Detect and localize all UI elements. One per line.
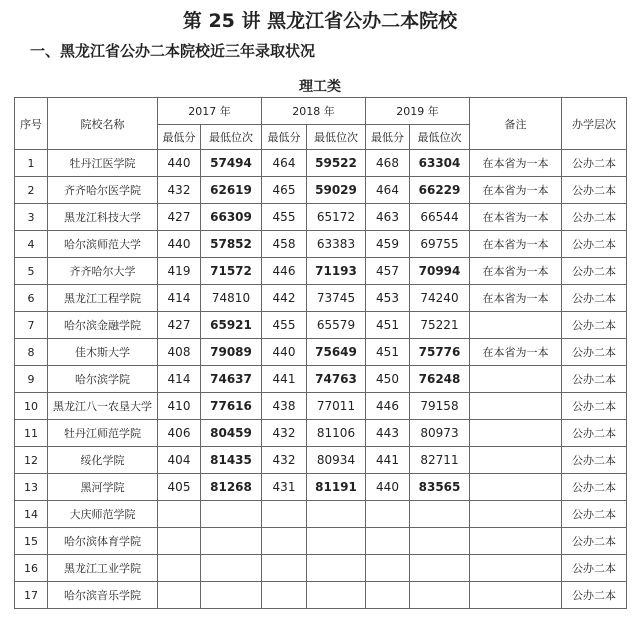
cell-min-rank-2018: 77011 [307,393,366,420]
cell-level: 公办二本 [562,285,627,312]
cell-min-score-2019 [366,528,410,555]
cell-min-rank-2019: 70994 [410,258,470,285]
cell-min-rank-2019 [410,555,470,582]
cell-level: 公办二本 [562,366,627,393]
table-row [15,204,627,231]
cell-seq: 16 [15,555,48,582]
cell-min-rank-2017: 57852 [201,231,262,258]
cell-seq: 4 [15,231,48,258]
cell-min-score-2019: 440 [366,474,410,501]
cell-school-name: 佳木斯大学 [48,339,158,366]
cell-min-score-2018: 465 [262,177,307,204]
table-row [15,528,627,555]
table-row [15,501,627,528]
cell-min-score-2017: 406 [158,420,201,447]
cell-min-rank-2017: 77616 [201,393,262,420]
table-row [15,474,627,501]
cell-min-score-2018: 432 [262,420,307,447]
cell-min-score-2017 [158,528,201,555]
cell-min-score-2019: 459 [366,231,410,258]
cell-min-rank-2018: 74763 [307,366,366,393]
cell-level: 公办二本 [562,501,627,528]
cell-level: 公办二本 [562,447,627,474]
cell-note [470,447,562,474]
cell-note [470,501,562,528]
cell-level: 公办二本 [562,150,627,177]
cell-min-score-2018 [262,501,307,528]
cell-seq: 14 [15,501,48,528]
header-2017: 2017 年 [158,98,262,125]
cell-level: 公办二本 [562,177,627,204]
cell-note: 在本省为一本 [470,231,562,258]
cell-min-score-2017: 405 [158,474,201,501]
table-row [15,258,627,285]
header-note: 备注 [470,98,562,150]
cell-min-rank-2018: 81191 [307,474,366,501]
cell-min-score-2017: 427 [158,312,201,339]
admission-table [14,97,627,609]
cell-min-rank-2017 [201,501,262,528]
cell-seq: 17 [15,582,48,609]
cell-school-name: 哈尔滨音乐学院 [48,582,158,609]
cell-note [470,555,562,582]
cell-min-score-2017 [158,582,201,609]
cell-min-rank-2019: 75221 [410,312,470,339]
cell-min-score-2019: 463 [366,204,410,231]
cell-min-rank-2017: 79089 [201,339,262,366]
table-row [15,312,627,339]
table-row [15,555,627,582]
cell-level: 公办二本 [562,339,627,366]
cell-min-score-2018: 458 [262,231,307,258]
cell-min-rank-2018 [307,582,366,609]
cell-note [470,582,562,609]
cell-min-rank-2018: 65172 [307,204,366,231]
cell-level: 公办二本 [562,258,627,285]
cell-min-rank-2017 [201,582,262,609]
cell-min-rank-2018: 59522 [307,150,366,177]
cell-note [470,474,562,501]
cell-seq: 15 [15,528,48,555]
cell-note: 在本省为一本 [470,177,562,204]
cell-min-score-2017: 427 [158,204,201,231]
cell-min-score-2018: 441 [262,366,307,393]
cell-min-rank-2017: 74637 [201,366,262,393]
header-level: 办学层次 [562,98,627,150]
section-heading: 一、黑龙江省公办二本院校近三年录取状况 [30,42,316,60]
cell-min-rank-2018: 65579 [307,312,366,339]
cell-seq: 1 [15,150,48,177]
cell-min-rank-2019 [410,528,470,555]
cell-note: 在本省为一本 [470,150,562,177]
header-2019: 2019 年 [366,98,470,125]
cell-min-score-2018: 432 [262,447,307,474]
cell-seq: 11 [15,420,48,447]
cell-seq: 13 [15,474,48,501]
cell-min-score-2019: 451 [366,339,410,366]
cell-min-score-2017: 410 [158,393,201,420]
table-row [15,285,627,312]
cell-min-rank-2019: 76248 [410,366,470,393]
lecture-title: 第 25 讲 黑龙江省公办二本院校 [182,10,458,32]
cell-min-rank-2018 [307,555,366,582]
cell-min-rank-2017: 74810 [201,285,262,312]
cell-note: 在本省为一本 [470,204,562,231]
category-label: 理工类 [299,79,341,95]
header-row-1 [15,98,627,125]
header-min-rank-2017: 最低位次 [201,125,262,150]
cell-min-score-2019: 451 [366,312,410,339]
cell-min-score-2017 [158,501,201,528]
cell-min-score-2018: 431 [262,474,307,501]
cell-school-name: 齐齐哈尔医学院 [48,177,158,204]
cell-min-score-2017: 419 [158,258,201,285]
cell-school-name: 哈尔滨体育学院 [48,528,158,555]
cell-min-rank-2019: 66544 [410,204,470,231]
cell-school-name: 哈尔滨师范大学 [48,231,158,258]
cell-min-rank-2017: 66309 [201,204,262,231]
cell-min-rank-2018 [307,501,366,528]
cell-min-rank-2018: 81106 [307,420,366,447]
cell-min-score-2017: 440 [158,150,201,177]
table-row [15,150,627,177]
cell-note [470,312,562,339]
cell-seq: 3 [15,204,48,231]
cell-min-score-2017: 408 [158,339,201,366]
cell-school-name: 牡丹江医学院 [48,150,158,177]
cell-min-score-2019: 453 [366,285,410,312]
table-row [15,231,627,258]
cell-min-score-2017: 414 [158,366,201,393]
cell-note [470,393,562,420]
cell-min-score-2018: 455 [262,204,307,231]
cell-level: 公办二本 [562,393,627,420]
cell-min-rank-2017: 81435 [201,447,262,474]
cell-min-rank-2018: 75649 [307,339,366,366]
cell-min-rank-2017: 81268 [201,474,262,501]
cell-min-rank-2018: 63383 [307,231,366,258]
table-row [15,447,627,474]
cell-seq: 6 [15,285,48,312]
cell-school-name: 黑龙江工程学院 [48,285,158,312]
header-min-score-2018: 最低分 [262,125,307,150]
cell-min-rank-2019: 74240 [410,285,470,312]
cell-min-rank-2019: 75776 [410,339,470,366]
cell-min-rank-2018: 71193 [307,258,366,285]
cell-school-name: 黑龙江八一农垦大学 [48,393,158,420]
cell-school-name: 牡丹江师范学院 [48,420,158,447]
cell-min-rank-2017 [201,555,262,582]
cell-note [470,420,562,447]
cell-min-score-2017: 414 [158,285,201,312]
table-row [15,339,627,366]
cell-note [470,366,562,393]
cell-min-rank-2018: 59029 [307,177,366,204]
cell-level: 公办二本 [562,312,627,339]
header-seq: 序号 [15,98,48,150]
cell-note [470,528,562,555]
cell-min-rank-2019: 83565 [410,474,470,501]
cell-min-score-2019: 457 [366,258,410,285]
cell-level: 公办二本 [562,420,627,447]
cell-school-name: 大庆师范学院 [48,501,158,528]
cell-note: 在本省为一本 [470,258,562,285]
header-2018: 2018 年 [262,98,366,125]
cell-min-rank-2018 [307,528,366,555]
cell-seq: 12 [15,447,48,474]
cell-min-score-2019: 446 [366,393,410,420]
cell-min-rank-2019: 69755 [410,231,470,258]
cell-school-name: 绥化学院 [48,447,158,474]
cell-min-score-2019 [366,501,410,528]
table-row [15,177,627,204]
cell-min-rank-2017: 62619 [201,177,262,204]
cell-level: 公办二本 [562,231,627,258]
table-row [15,582,627,609]
cell-min-rank-2019: 66229 [410,177,470,204]
cell-note: 在本省为一本 [470,339,562,366]
cell-min-score-2019: 464 [366,177,410,204]
cell-level: 公办二本 [562,582,627,609]
cell-min-score-2019: 468 [366,150,410,177]
cell-school-name: 哈尔滨学院 [48,366,158,393]
cell-seq: 10 [15,393,48,420]
cell-min-score-2018: 455 [262,312,307,339]
cell-school-name: 哈尔滨金融学院 [48,312,158,339]
cell-min-score-2019: 450 [366,366,410,393]
cell-min-score-2018: 440 [262,339,307,366]
header-min-score-2019: 最低分 [366,125,410,150]
cell-note: 在本省为一本 [470,285,562,312]
cell-min-score-2018 [262,555,307,582]
cell-min-rank-2019 [410,582,470,609]
cell-min-rank-2017 [201,528,262,555]
cell-min-rank-2019: 79158 [410,393,470,420]
header-min-rank-2019: 最低位次 [410,125,470,150]
cell-min-score-2019 [366,555,410,582]
cell-seq: 5 [15,258,48,285]
cell-min-score-2018 [262,528,307,555]
cell-seq: 2 [15,177,48,204]
cell-seq: 7 [15,312,48,339]
cell-min-rank-2017: 71572 [201,258,262,285]
header-min-score-2017: 最低分 [158,125,201,150]
table-row [15,366,627,393]
cell-min-score-2019: 443 [366,420,410,447]
cell-min-score-2019 [366,582,410,609]
table-row [15,393,627,420]
cell-level: 公办二本 [562,204,627,231]
cell-min-rank-2018: 80934 [307,447,366,474]
cell-seq: 9 [15,366,48,393]
cell-school-name: 黑龙江工业学院 [48,555,158,582]
cell-school-name: 黑河学院 [48,474,158,501]
cell-seq: 8 [15,339,48,366]
cell-min-rank-2019 [410,501,470,528]
header-school: 院校名称 [48,98,158,150]
cell-level: 公办二本 [562,474,627,501]
cell-min-score-2017 [158,555,201,582]
cell-min-score-2017: 432 [158,177,201,204]
cell-min-rank-2017: 65921 [201,312,262,339]
cell-min-score-2018: 442 [262,285,307,312]
cell-min-rank-2017: 57494 [201,150,262,177]
cell-min-score-2018: 464 [262,150,307,177]
cell-min-score-2018: 438 [262,393,307,420]
cell-min-score-2019: 441 [366,447,410,474]
cell-min-score-2018: 446 [262,258,307,285]
table-body [15,150,627,609]
cell-min-score-2018 [262,582,307,609]
cell-min-rank-2019: 80973 [410,420,470,447]
cell-min-rank-2017: 80459 [201,420,262,447]
cell-school-name: 黑龙江科技大学 [48,204,158,231]
cell-min-score-2017: 404 [158,447,201,474]
cell-min-score-2017: 440 [158,231,201,258]
header-min-rank-2018: 最低位次 [307,125,366,150]
cell-school-name: 齐齐哈尔大学 [48,258,158,285]
cell-level: 公办二本 [562,555,627,582]
table-row [15,420,627,447]
cell-min-rank-2019: 63304 [410,150,470,177]
cell-min-rank-2019: 82711 [410,447,470,474]
cell-min-rank-2018: 73745 [307,285,366,312]
cell-level: 公办二本 [562,528,627,555]
